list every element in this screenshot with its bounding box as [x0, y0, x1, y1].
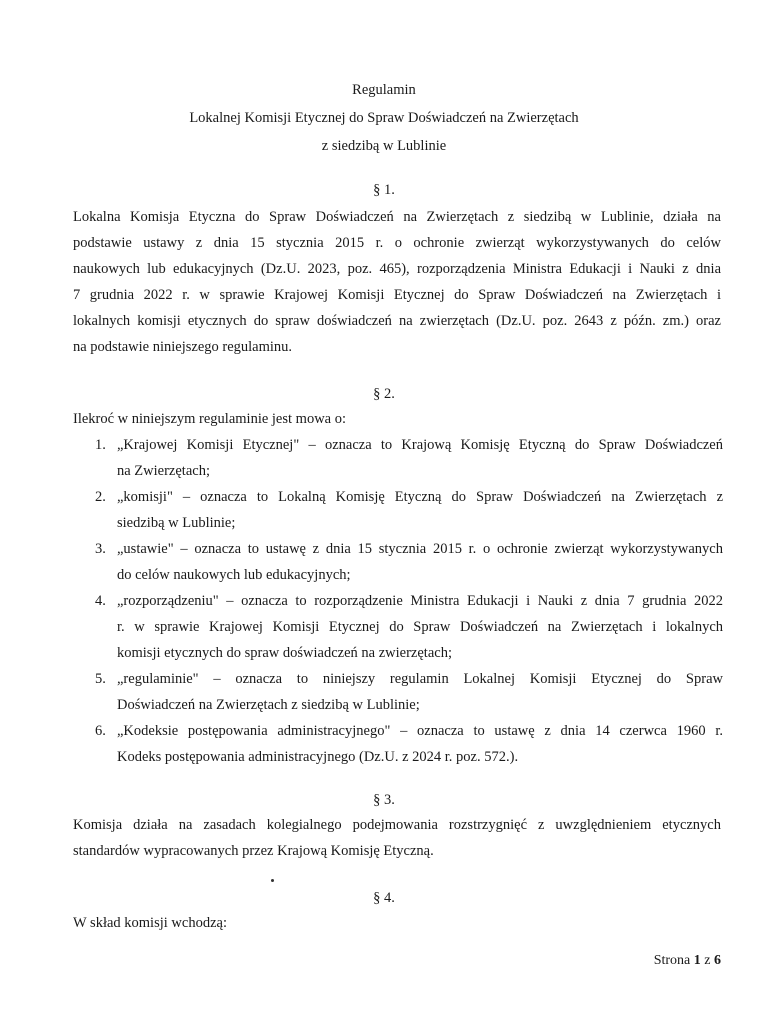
list-item — [73, 432, 723, 484]
section-3-heading: § 3. — [373, 792, 395, 808]
list-item-line: „Krajowej Komisji Etycznej" – oznacza to Krajową Komisję Etyczną do Spraw Doświadczeń — [117, 437, 723, 453]
paragraph-line: naukowych lub edukacyjnych (Dz.U. 2023, poz. 465), rozporządzenia Ministra Edukacji i Nauki z dnia — [73, 261, 721, 277]
paragraph-line: Komisja działa na zasadach kolegialnego podejmowania rozstrzygnięć z uwzględnieniem etycznych — [73, 817, 721, 833]
page-of: z — [704, 953, 711, 968]
section-2-heading: § 2. — [373, 386, 395, 402]
list-item-line: siedzibą w Lublinie; — [117, 515, 236, 531]
paragraph-line: Ilekroć w niniejszym regulaminie jest mowa o: — [73, 411, 347, 427]
current-page: 1 — [693, 953, 701, 968]
section-4-intro — [73, 910, 721, 936]
paragraph-line: podstawie ustawy z dnia 15 stycznia 2015 r. o ochronie zwierząt wykorzystywanych do celów — [73, 235, 721, 251]
total-pages: 6 — [714, 953, 721, 968]
list-item-line: Kodeks postępowania administracyjnego (Dz.U. z 2024 r. poz. 572.). — [117, 749, 519, 765]
list-item-number: 2. — [95, 489, 106, 505]
section-2-intro — [73, 406, 721, 432]
list-item-line: komisji etycznych do spraw doświadczeń na zwierzętach; — [117, 645, 452, 661]
list-item-line: „ustawie" – oznacza to ustawę z dnia 15 stycznia 2015 r. o ochronie zwierząt wykorzystywanych — [117, 541, 723, 557]
list-item-line: „regulaminie" – oznacza to niniejszy regulamin Lokalnej Komisji Etycznej do Spraw — [117, 671, 723, 687]
list-item-number: 5. — [95, 671, 106, 687]
paragraph-line: 7 grudnia 2022 r. w sprawie Krajowej Komisji Etycznej do Spraw Doświadczeń na Zwierzętach i — [73, 287, 721, 303]
list-item-number: 4. — [95, 593, 106, 609]
section-1-heading: § 1. — [373, 182, 395, 198]
section-4-heading: § 4. — [373, 890, 395, 906]
paragraph-line: lokalnych komisji etycznych do spraw doświadczeń na zwierzętach (Dz.U. poz. 2643 z późn. zm.) oraz — [73, 313, 721, 329]
list-item-line: „rozporządzeniu" – oznacza to rozporządzenie Ministra Edukacji i Nauki z dnia 7 grudnia 2022 — [117, 593, 723, 609]
page-label: Strona — [653, 953, 691, 968]
list-item-line: do celów naukowych lub edukacyjnych; — [117, 567, 351, 583]
list-item-number: 6. — [95, 723, 106, 739]
paragraph-line: na podstawie niniejszego regulaminu. — [73, 339, 293, 355]
scan-speck — [271, 879, 274, 882]
list-item — [73, 718, 723, 770]
list-item-line: „Kodeksie postępowania administracyjnego" – oznacza to ustawę z dnia 14 czerwca 1960 r. — [117, 723, 723, 739]
list-item — [73, 666, 723, 718]
list-item-line: r. w sprawie Krajowej Komisji Etycznej do Spraw Doświadczeń na Zwierzętach i lokalnych — [117, 619, 723, 635]
list-item-number: 1. — [95, 437, 106, 453]
section-3-paragraph — [73, 812, 721, 864]
paragraph-line: Lokalna Komisja Etyczna do Spraw Doświadczeń na Zwierzętach z siedzibą w Lublinie, działa na — [73, 209, 721, 225]
definitions-list — [73, 432, 723, 770]
document-title: Regulamin — [352, 82, 416, 98]
paragraph-line: W skład komisji wchodzą: — [73, 915, 227, 931]
list-item — [73, 484, 723, 536]
list-item — [73, 536, 723, 588]
list-item-line: na Zwierzętach; — [117, 463, 210, 479]
list-item-line: „komisji" – oznacza to Lokalną Komisję Etyczną do Spraw Doświadczeń na Zwierzętach z — [117, 489, 723, 505]
document-subtitle-line-1: Lokalnej Komisji Etycznej do Spraw Doświadczeń na Zwierzętach — [189, 110, 579, 126]
document-subtitle-line-2: z siedzibą w Lublinie — [321, 138, 447, 154]
section-1-paragraph — [73, 204, 721, 360]
paragraph-line: standardów wypracowanych przez Krajową Komisję Etyczną. — [73, 843, 434, 859]
list-item-line: Doświadczeń na Zwierzętach z siedzibą w Lublinie; — [117, 697, 420, 713]
page-number — [654, 953, 721, 969]
list-item-number: 3. — [95, 541, 106, 557]
list-item — [73, 588, 723, 666]
document-header — [0, 76, 768, 160]
